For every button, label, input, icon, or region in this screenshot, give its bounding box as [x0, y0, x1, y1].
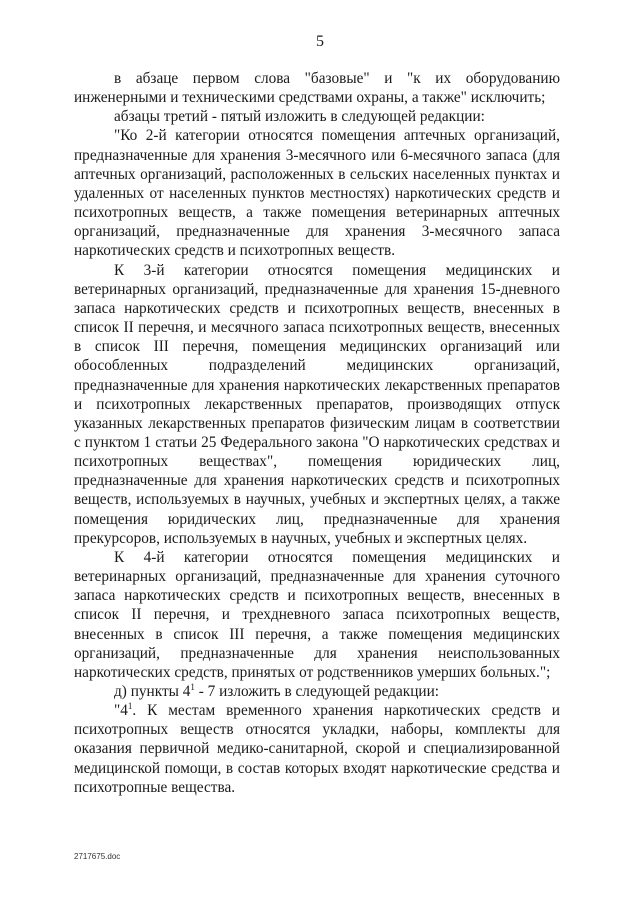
paragraph: в абзаце первом слова "базовые" и "к их оборудованию инженерными и техническими средствами охраны, а также" исключить;: [74, 70, 560, 107]
paragraph: К 4-й категории относятся помещения медицинских и ветеринарных организаций, предназначенные для хранения суточного запаса наркотических средств и психотропных веществ, внесенных в список II перечня, и трехдневного запаса психотропных веществ, внесенных в список III перечня, а также помещения медицинских организаций, предназначенные для хранения неиспользованных наркотических средств, принятых от родственников умерших больных.";: [74, 548, 560, 681]
text-run: "4: [114, 702, 128, 720]
page-number: 5: [316, 33, 324, 50]
paragraph: [74, 682, 560, 701]
paragraph: К 3-й категории относятся помещения медицинских и ветеринарных организаций, предназначенные для хранения 15-дневного запаса наркотических средств и психотропных веществ, внесенных в список II перечня, и месячного запаса психотропных веществ, внесенных в список III перечня, помещения медицинских организаций или обособленных подразделений медицинских организаций, предназначенные для хранения наркотических лекарственных препаратов и психотропных лекарственных препаратов, производящих отпуск указанных лекарственных препаратов физическим лицам в соответствии с пунктом 1 статьи 25 Федерального закона "О наркотических средствах и психотропных веществах", помещения юридических лиц, предназначенные для хранения наркотических средств и психотропных веществ, используемых в научных, учебных и экспертных целях, а также помещения юридических лиц, предназначенные для хранения прекурсоров, используемых в научных, учебных и экспертных целях.: [74, 261, 560, 547]
paragraph: "Ко 2-й категории относятся помещения аптечных организаций, предназначенные для хранения 3-месячного или 6-месячного запаса (для аптечных организаций, расположенных в сельских населенных пунктах и удаленных от населенных пунктов местностях) наркотических средств и психотропных веществ, а также помещения ветеринарных аптечных организаций, предназначенные для хранения 3-месячного запаса наркотических средств и психотропных веществ.: [74, 127, 560, 260]
text-run: - 7 изложить в следующей редакции:: [194, 683, 440, 700]
document-file-code: 2717675.doc: [74, 852, 121, 861]
superscript: 1: [190, 681, 195, 692]
superscript: 1: [127, 701, 133, 712]
text-run: . К местам временного хранения наркотических средств и психотропных веществ относятся укладки, наборы, комплекты для оказания первичной медико-санитарной, скорой и специализированной медицинской помощи, в состав которых входят наркотические средства и психотропные вещества.: [74, 702, 560, 796]
paragraph: абзацы третий - пятый изложить в следующей редакции:: [114, 108, 485, 126]
text-run: д) пункты 4: [114, 683, 191, 700]
paragraph: [74, 701, 560, 797]
document-body: [74, 69, 560, 797]
